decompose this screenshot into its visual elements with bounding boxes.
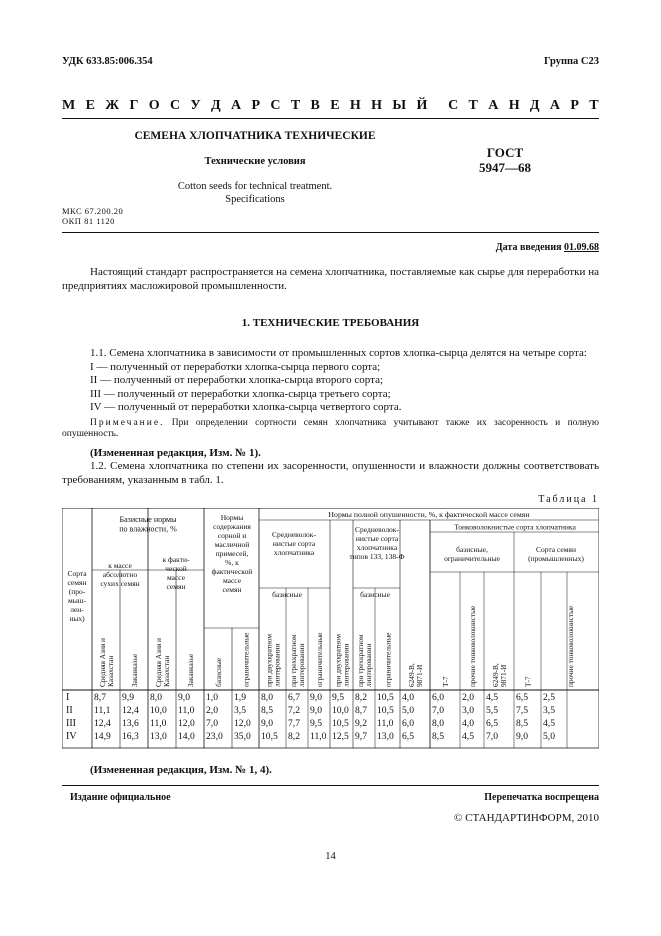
- page-number: 14: [325, 851, 336, 862]
- mid-fiber-header: нистые сорта: [272, 539, 316, 548]
- basic-header-mid2: базисные: [360, 590, 390, 599]
- table-cell: 8,5: [261, 705, 273, 716]
- footer-rule: [62, 785, 599, 786]
- banner-letter: О: [148, 98, 160, 113]
- table-cell: 6,5: [402, 731, 414, 742]
- table-cell: 4,5: [486, 692, 498, 703]
- udk-code: УДК 633.85:006.354: [62, 56, 153, 67]
- impurities-header: массе: [222, 576, 242, 585]
- vertical-col-label: 6249-В,: [407, 663, 416, 687]
- table-cell: 3,5: [543, 705, 555, 716]
- table-cell: 9,0: [516, 731, 528, 742]
- row-sort-label: IV: [66, 731, 77, 742]
- impurities-header: фактической: [211, 567, 253, 576]
- vertical-col-label: Средняя Азия и: [154, 638, 163, 687]
- sort-1: I — полученный от переработки хлопка-сырца первого сорта;: [90, 360, 381, 373]
- impurities-header: масличной: [214, 540, 250, 549]
- fine-basic-header: базисные,: [456, 545, 488, 554]
- clause-1-1-text: 1.1. Семена хлопчатника в зависимости от промышленных сортов хлопка-сырца делятся на четыре сорта:: [90, 347, 587, 359]
- table-cell: 9,9: [122, 692, 134, 703]
- table-cell: 2,5: [543, 692, 555, 703]
- banner-letter: Й: [416, 98, 428, 113]
- table-cell: 11,0: [178, 705, 195, 716]
- banner-letter: В: [310, 98, 320, 113]
- table-cell: 1,0: [206, 692, 218, 703]
- table-cell: 8,7: [94, 692, 106, 703]
- col-sort-header: Сорта: [67, 569, 87, 578]
- vertical-col-label: прочие тонковолокнистые: [468, 605, 477, 687]
- row-sort-label: II: [66, 705, 73, 716]
- table-cell: 2,0: [206, 705, 218, 716]
- table-cell: 10,5: [261, 731, 278, 742]
- revision-note-1: (Измененная редакция, Изм. № 1).: [90, 446, 261, 459]
- mid-fiber-133-header: нистые сорта: [355, 534, 399, 543]
- fine-fiber-header: Тонковолокнистые сорта хлопчатника: [454, 522, 576, 532]
- table-cell: 4,0: [402, 692, 414, 703]
- table-cell: 9,0: [310, 692, 322, 703]
- banner-letter: Н: [508, 98, 520, 113]
- moisture-act-header: к факти-: [162, 555, 190, 564]
- gost-block: [470, 145, 540, 175]
- col-sort-header: (про-: [68, 587, 86, 596]
- table-cell: 7,0: [486, 731, 498, 742]
- document-title: СЕМЕНА ХЛОПЧАТНИКА ТЕХНИЧЕСКИЕ: [134, 130, 376, 142]
- moisture-header: Базисные нормы: [119, 515, 177, 524]
- table-cell: 6,0: [432, 692, 444, 703]
- moisture-act-header: семян: [166, 582, 186, 591]
- basic-header-mid1: базисные: [272, 590, 302, 599]
- vertical-col-label: Закавказье: [130, 653, 139, 687]
- table-cell: 12,0: [178, 718, 195, 729]
- impurities-header: Нормы: [220, 513, 244, 522]
- mid-fiber-133-header: Средневолок-: [355, 525, 399, 534]
- table-cell: 8,5: [516, 718, 528, 729]
- table-cell: 9,7: [355, 731, 367, 742]
- vertical-col-label: Закавказье: [186, 653, 195, 687]
- mid-fiber-header: хлопчатника: [273, 548, 315, 557]
- impurities-header: содержания: [213, 522, 251, 531]
- table-cell: 10,0: [332, 705, 349, 716]
- table-cell: 7,5: [516, 705, 528, 716]
- table-cell: 4,5: [462, 731, 474, 742]
- table-cell: 10,5: [377, 692, 394, 703]
- table-cell: 9,2: [355, 718, 367, 729]
- table-cell: 12,4: [122, 705, 139, 716]
- mks-code: МКС 67.200.20: [62, 206, 124, 216]
- note: [62, 418, 599, 441]
- banner-letter: Н: [371, 98, 383, 113]
- note-text: При определении сортности семян хлопчатника учитывают также их засоренность и полную опушенность.: [62, 417, 599, 439]
- table-cell: 5,0: [543, 731, 555, 742]
- table-cell: 9,0: [178, 692, 190, 703]
- banner-letter: С: [169, 98, 181, 113]
- gost-number: 5947—68: [479, 160, 531, 175]
- table-cell: 5,0: [402, 705, 414, 716]
- banner-letter: Т: [290, 98, 301, 113]
- mid-fiber-133-header: типов 133, 138-Ф: [349, 552, 405, 561]
- table-cell: 11,0: [150, 718, 167, 729]
- banner-letter: А: [231, 98, 242, 113]
- table-cell: 8,7: [355, 705, 367, 716]
- note-label: Примечание.: [90, 417, 165, 428]
- section-title: 1. ТЕХНИЧЕСКИЕ ТРЕБОВАНИЯ: [241, 317, 420, 329]
- english-title: Cotton seeds for technical treatment.: [177, 181, 333, 192]
- top-rule: [62, 118, 599, 119]
- english-subtitle: Specifications: [225, 194, 285, 205]
- vertical-col-label: Т-7: [441, 676, 450, 687]
- moisture-header: по влажности, %: [119, 524, 177, 534]
- col-sort-header: мыш-: [67, 596, 87, 605]
- copyright: © СТАНДАРТИНФОРМ, 2010: [454, 812, 599, 824]
- moisture-abs-header: абсолютно: [102, 570, 138, 579]
- date-value: 01.09.68: [564, 242, 599, 253]
- impurities-header: примесей,: [215, 549, 249, 558]
- sort-3: III — полученный от переработки хлопка-сырца третьего сорта;: [90, 387, 391, 400]
- table-cell: 11,0: [310, 731, 327, 742]
- col-sort-header: семян: [67, 578, 87, 587]
- table-cell: 3,0: [462, 705, 474, 716]
- moisture-abs-header: к массе: [108, 561, 132, 570]
- table-cell: 10,5: [377, 705, 394, 716]
- fluff-header: Нормы полной опушенности, %, к фактической массе семян: [328, 510, 530, 519]
- table-cell: 12,0: [234, 718, 251, 729]
- banner-letter: С: [448, 98, 459, 113]
- effective-date: [496, 242, 599, 253]
- table-cell: 8,5: [432, 731, 444, 742]
- table-cell: 8,2: [355, 692, 367, 703]
- table-cell: 23,0: [206, 731, 223, 742]
- vertical-col-label: линтеровании: [364, 643, 373, 687]
- mid-fiber-133-header: хлопчатника: [356, 543, 398, 552]
- table-cell: 16,3: [122, 731, 139, 742]
- clause-1-2: 1.2. Семена хлопчатника по степени их засоренности, опушенности и влажности должны соответствовать требованиям, указанным в табл. 1.: [62, 460, 599, 486]
- table-cell: 6,5: [516, 692, 528, 703]
- vertical-col-label: при двухкратном: [264, 634, 274, 687]
- vertical-col-label: 9871-И: [415, 664, 424, 687]
- table-cell: 14,0: [178, 731, 195, 742]
- vertical-col-label: ограничительные: [315, 632, 324, 687]
- table-cell: 4,0: [462, 718, 474, 729]
- header-rule: [62, 232, 599, 233]
- table-cell: 14,9: [94, 731, 111, 742]
- intro-paragraph: Настоящий стандарт распространяется на семена хлопчатника, поставляемые как сырье для переработки на предприятиях масложировой промышленности.: [62, 266, 599, 292]
- banner-letter: Ж: [105, 98, 120, 113]
- table-cell: 12,4: [94, 718, 111, 729]
- vertical-col-label: Казахстан: [106, 655, 115, 687]
- moisture-abs-header: сухих семян: [100, 579, 140, 588]
- table-cell: 10,0: [150, 705, 167, 716]
- table-cell: 1,9: [234, 692, 246, 703]
- classification-codes: [62, 206, 123, 226]
- vertical-col-label: при трехкратном: [289, 634, 298, 687]
- okp-code: ОКП 81 1120: [62, 216, 115, 226]
- vertical-col-label: при двухкратном: [333, 634, 343, 687]
- banner-letter: Ы: [392, 98, 407, 113]
- table-caption: Таблица 1: [538, 494, 599, 505]
- sort-2: II — полученный от переработки хлопка-сырца второго сорта;: [90, 374, 384, 386]
- table-cell: 7,0: [206, 718, 218, 729]
- reprint-note: Перепечатка воспрещена: [484, 792, 599, 803]
- table-cell: 5,5: [486, 705, 498, 716]
- vertical-col-label: при трехкратном: [356, 634, 365, 687]
- gost-label: ГОСТ: [486, 145, 524, 160]
- table-1: [62, 508, 599, 758]
- banner-letter: Т: [468, 98, 478, 113]
- fine-industrial-header: Сорта семян: [536, 545, 576, 554]
- banner-letter: Е: [330, 98, 340, 113]
- mid-fiber-header: Средневолок-: [272, 530, 316, 539]
- vertical-col-label: базисные: [214, 657, 223, 687]
- fine-basic-header: ограничительные: [444, 554, 500, 563]
- table-cell: 10,5: [332, 718, 349, 729]
- table-cell: 6,7: [288, 692, 300, 703]
- vertical-col-label: ограничительные: [383, 632, 393, 687]
- banner-letter: Е: [85, 98, 95, 113]
- vertical-col-label: 9871-И: [499, 664, 508, 687]
- banner-letter: Т: [589, 98, 599, 113]
- vertical-col-label: Казахстан: [162, 655, 171, 687]
- table-cell: 8,0: [432, 718, 444, 729]
- vertical-col-label: Средняя Азия и: [98, 638, 107, 687]
- banner-letter: А: [549, 98, 561, 113]
- table-cell: 3,5: [234, 705, 246, 716]
- table-cell: 7,0: [432, 705, 444, 716]
- col-sort-header: лен-: [70, 605, 84, 614]
- vertical-col-label: прочие тонковолокнистые: [566, 605, 575, 687]
- revision-note-2: (Измененная редакция, Изм. № 1, 4).: [90, 764, 272, 776]
- banner-letter: Р: [251, 98, 261, 113]
- banner-letter: А: [488, 98, 499, 113]
- banner-letter: М: [62, 98, 76, 113]
- vertical-col-label: линтеровании: [341, 643, 351, 687]
- vertical-col-label: 6249-В,: [491, 663, 500, 687]
- moisture-act-header: ческой: [165, 564, 187, 573]
- vertical-col-label: ограничительные: [241, 632, 251, 687]
- fine-industrial-header: (промышленных): [528, 554, 584, 563]
- sort-4: IV — полученный от переработки хлопка-сырца четвертого сорта.: [90, 401, 402, 413]
- edition-note: Издание официальное: [70, 792, 171, 803]
- table-cell: 8,0: [150, 692, 162, 703]
- banner-letter: Н: [349, 98, 361, 113]
- table-cell: 13,0: [377, 731, 394, 742]
- date-label: Дата введения: [495, 242, 562, 253]
- vertical-col-label: линтеровании: [272, 643, 282, 687]
- moisture-act-header: массе: [166, 573, 186, 582]
- table-cell: 11,0: [377, 718, 394, 729]
- table-cell: 9,0: [310, 705, 322, 716]
- group-code: Группа С23: [543, 56, 599, 67]
- table-cell: 13,6: [122, 718, 139, 729]
- table-cell: 9,0: [261, 718, 273, 729]
- table-cell: 7,7: [288, 718, 300, 729]
- document-subtitle: Технические условия: [204, 156, 306, 167]
- table-cell: 35,0: [234, 731, 251, 742]
- table-cell: 7,2: [288, 705, 300, 716]
- banner-letter: Р: [570, 98, 579, 113]
- row-sort-label: I: [66, 692, 70, 703]
- table-cell: 13,0: [150, 731, 167, 742]
- table-cell: 6,5: [486, 718, 498, 729]
- table-cell: 8,0: [261, 692, 273, 703]
- banner-letter: У: [190, 98, 201, 113]
- vertical-col-label: линтеровании: [297, 643, 306, 687]
- impurities-header: %, к: [225, 558, 239, 567]
- col-sort-header: ных): [69, 614, 85, 623]
- table-cell: 12,5: [332, 731, 349, 742]
- impurities-header: сорной и: [217, 531, 247, 540]
- banner-letter: Г: [129, 98, 139, 113]
- table-cell: 9,5: [332, 692, 344, 703]
- table-cell: 4,5: [543, 718, 555, 729]
- banner-letter: Д: [529, 98, 540, 113]
- table-cell: 6,0: [402, 718, 414, 729]
- row-sort-label: III: [66, 718, 76, 729]
- vertical-col-label: Т-7: [523, 676, 533, 687]
- table-cell: 8,2: [288, 731, 300, 742]
- standard-banner: [62, 98, 599, 114]
- table-cell: 9,5: [310, 718, 322, 729]
- table-cell: 11,1: [94, 705, 111, 716]
- banner-letter: Д: [211, 98, 221, 113]
- banner-letter: С: [270, 98, 281, 113]
- impurities-header: семян: [222, 585, 242, 594]
- table-cell: 2,0: [462, 692, 474, 703]
- clause-1-1: [62, 347, 599, 487]
